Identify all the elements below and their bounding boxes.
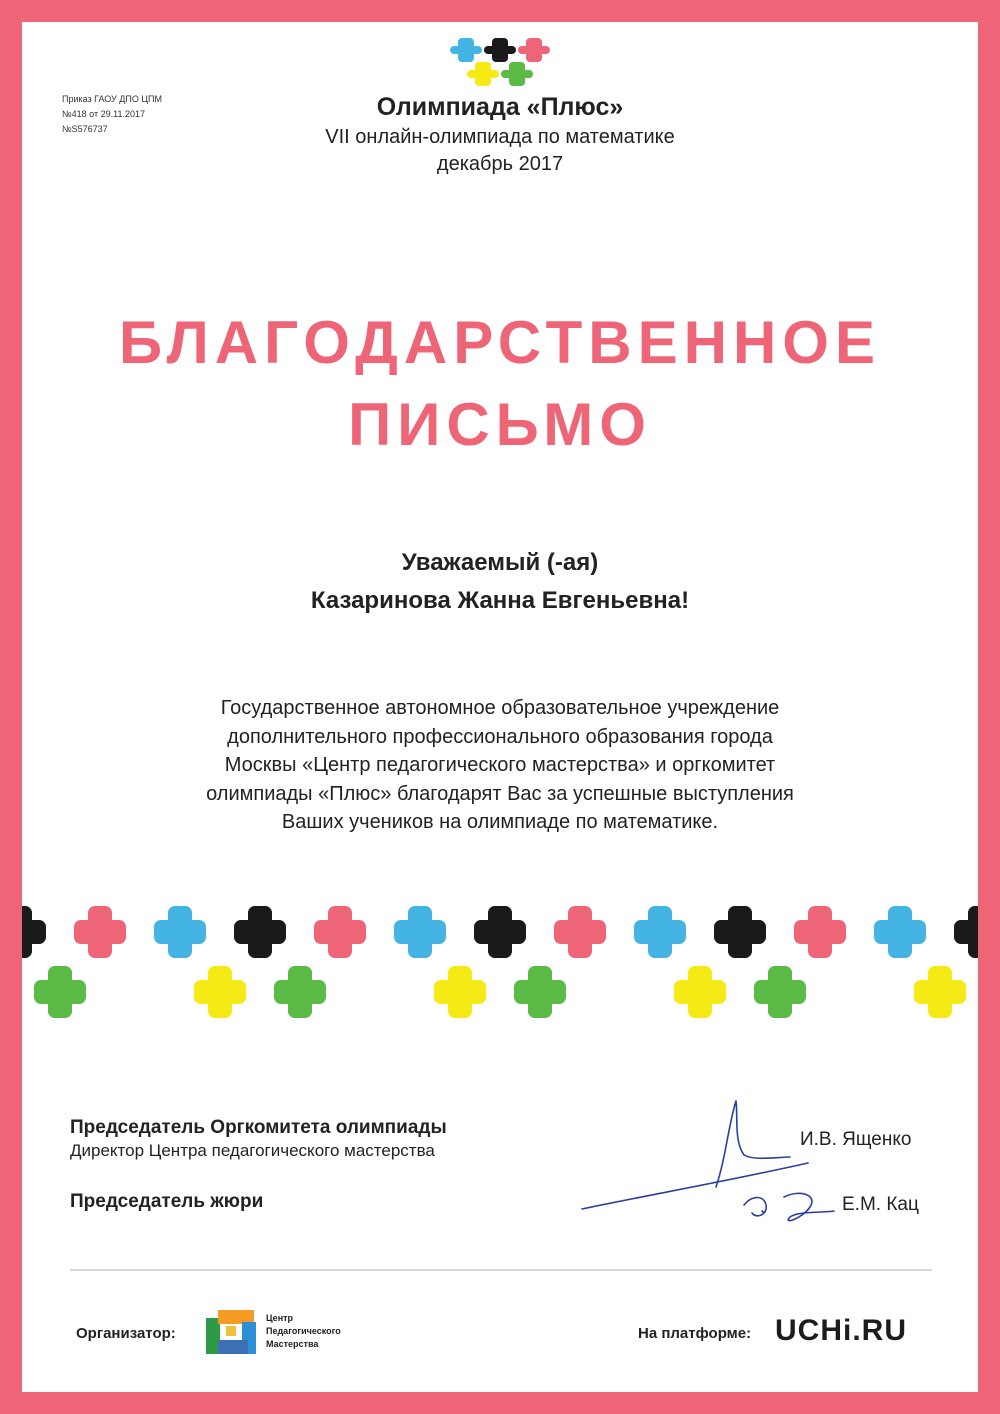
olympiad-plus-logo: [448, 36, 578, 92]
body-line-5: Ваших учеников на олимпиаде по математике.: [281, 811, 719, 833]
jury-title: Председатель жюри: [70, 1191, 264, 1212]
signature-block: [70, 1116, 447, 1214]
body-line-3: Москвы «Центр педагогического мастерства» и оргкомитет: [224, 754, 776, 776]
logo-plus-pink: [518, 38, 550, 62]
border-plus-bottom-0: [34, 966, 86, 1018]
body-line-4: олимпиады «Плюс» благодарят Вас за успешные выступления: [206, 782, 794, 805]
logo-plus-yellow: [467, 62, 499, 86]
border-plus-bottom-2: [194, 966, 246, 1018]
border-plus-top-0: [22, 906, 46, 958]
border-plus-bottom-3: [274, 966, 326, 1018]
border-plus-top-6: [474, 906, 526, 958]
olympiad-subtitle: VII онлайн-олимпиада по математике: [325, 126, 675, 148]
salutation: Уважаемый (-ая): [401, 549, 599, 576]
heading-line-2: ПИСЬМО: [348, 391, 652, 458]
border-plus-bottom-8: [674, 966, 726, 1018]
heading-line-1: БЛАГОДАРСТВЕННОЕ: [119, 309, 881, 376]
border-plus-bottom-6: [514, 966, 566, 1018]
letter-body: [22, 694, 978, 837]
footer-divider: [70, 1269, 932, 1271]
jury-name: Е.М. Кац: [842, 1194, 919, 1215]
signature-stroke-1: [582, 1163, 808, 1209]
border-plus-top-5: [394, 906, 446, 958]
chair-subtitle: Директор Центра педагогического мастерства: [70, 1141, 435, 1160]
border-plus-bottom-9: [754, 966, 806, 1018]
olympiad-date: декабрь 2017: [436, 153, 564, 175]
organizer-name-line-2: Педагогического: [266, 1326, 341, 1336]
organizer-name-line-1: Центр: [266, 1313, 294, 1323]
pedagogical-center-logo: [204, 1304, 258, 1358]
handwritten-signatures: [578, 1077, 848, 1227]
chair-title: Председатель Оргкомитета олимпиады: [70, 1117, 447, 1138]
order-line-2: №418 от 29.11.2017: [62, 109, 145, 119]
border-plus-top-1: [74, 906, 126, 958]
logo-plus-black: [484, 38, 516, 62]
platform-label: На платформе:: [638, 1325, 752, 1342]
body-line-2: дополнительного профессионального образования города: [227, 725, 773, 748]
greeting: [22, 544, 978, 620]
uchi-ru-logo: UCHi.RU: [775, 1314, 907, 1347]
border-plus-top-11: [874, 906, 926, 958]
border-plus-top-3: [234, 906, 286, 958]
certificate-sheet: [22, 22, 978, 1392]
border-plus-top-12: [954, 906, 978, 958]
chair-name: И.В. Ященко: [800, 1129, 912, 1150]
organizer-name: [266, 1312, 341, 1351]
order-line-3: №S576737: [62, 124, 108, 134]
border-plus-top-10: [794, 906, 846, 958]
letter-heading: [22, 302, 978, 466]
recipient-name: Казаринова Жанна Евгеньевна!: [310, 587, 690, 614]
signature-stroke-3: [744, 1198, 766, 1216]
border-plus-top-7: [554, 906, 606, 958]
border-plus-bottom-5: [434, 966, 486, 1018]
logo-plus-green: [501, 62, 533, 86]
border-plus-top-4: [314, 906, 366, 958]
organizer-label: Организатор:: [76, 1325, 176, 1342]
border-plus-top-8: [634, 906, 686, 958]
border-plus-top-9: [714, 906, 766, 958]
order-line-1: Приказ ГАОУ ДПО ЦПМ: [62, 94, 162, 104]
body-line-1: Государственное автономное образовательное учреждение: [220, 697, 780, 719]
decorative-plus-border: [22, 892, 978, 1032]
olympiad-name: Олимпиада «Плюс»: [376, 93, 624, 121]
logo-plus-blue: [450, 38, 482, 62]
signature-stroke-4: [784, 1193, 834, 1220]
organizer-name-line-3: Мастерства: [266, 1339, 319, 1349]
olympiad-title-block: [22, 90, 978, 178]
signature-stroke-5: [762, 1211, 764, 1213]
border-plus-top-2: [154, 906, 206, 958]
border-plus-bottom-11: [914, 966, 966, 1018]
